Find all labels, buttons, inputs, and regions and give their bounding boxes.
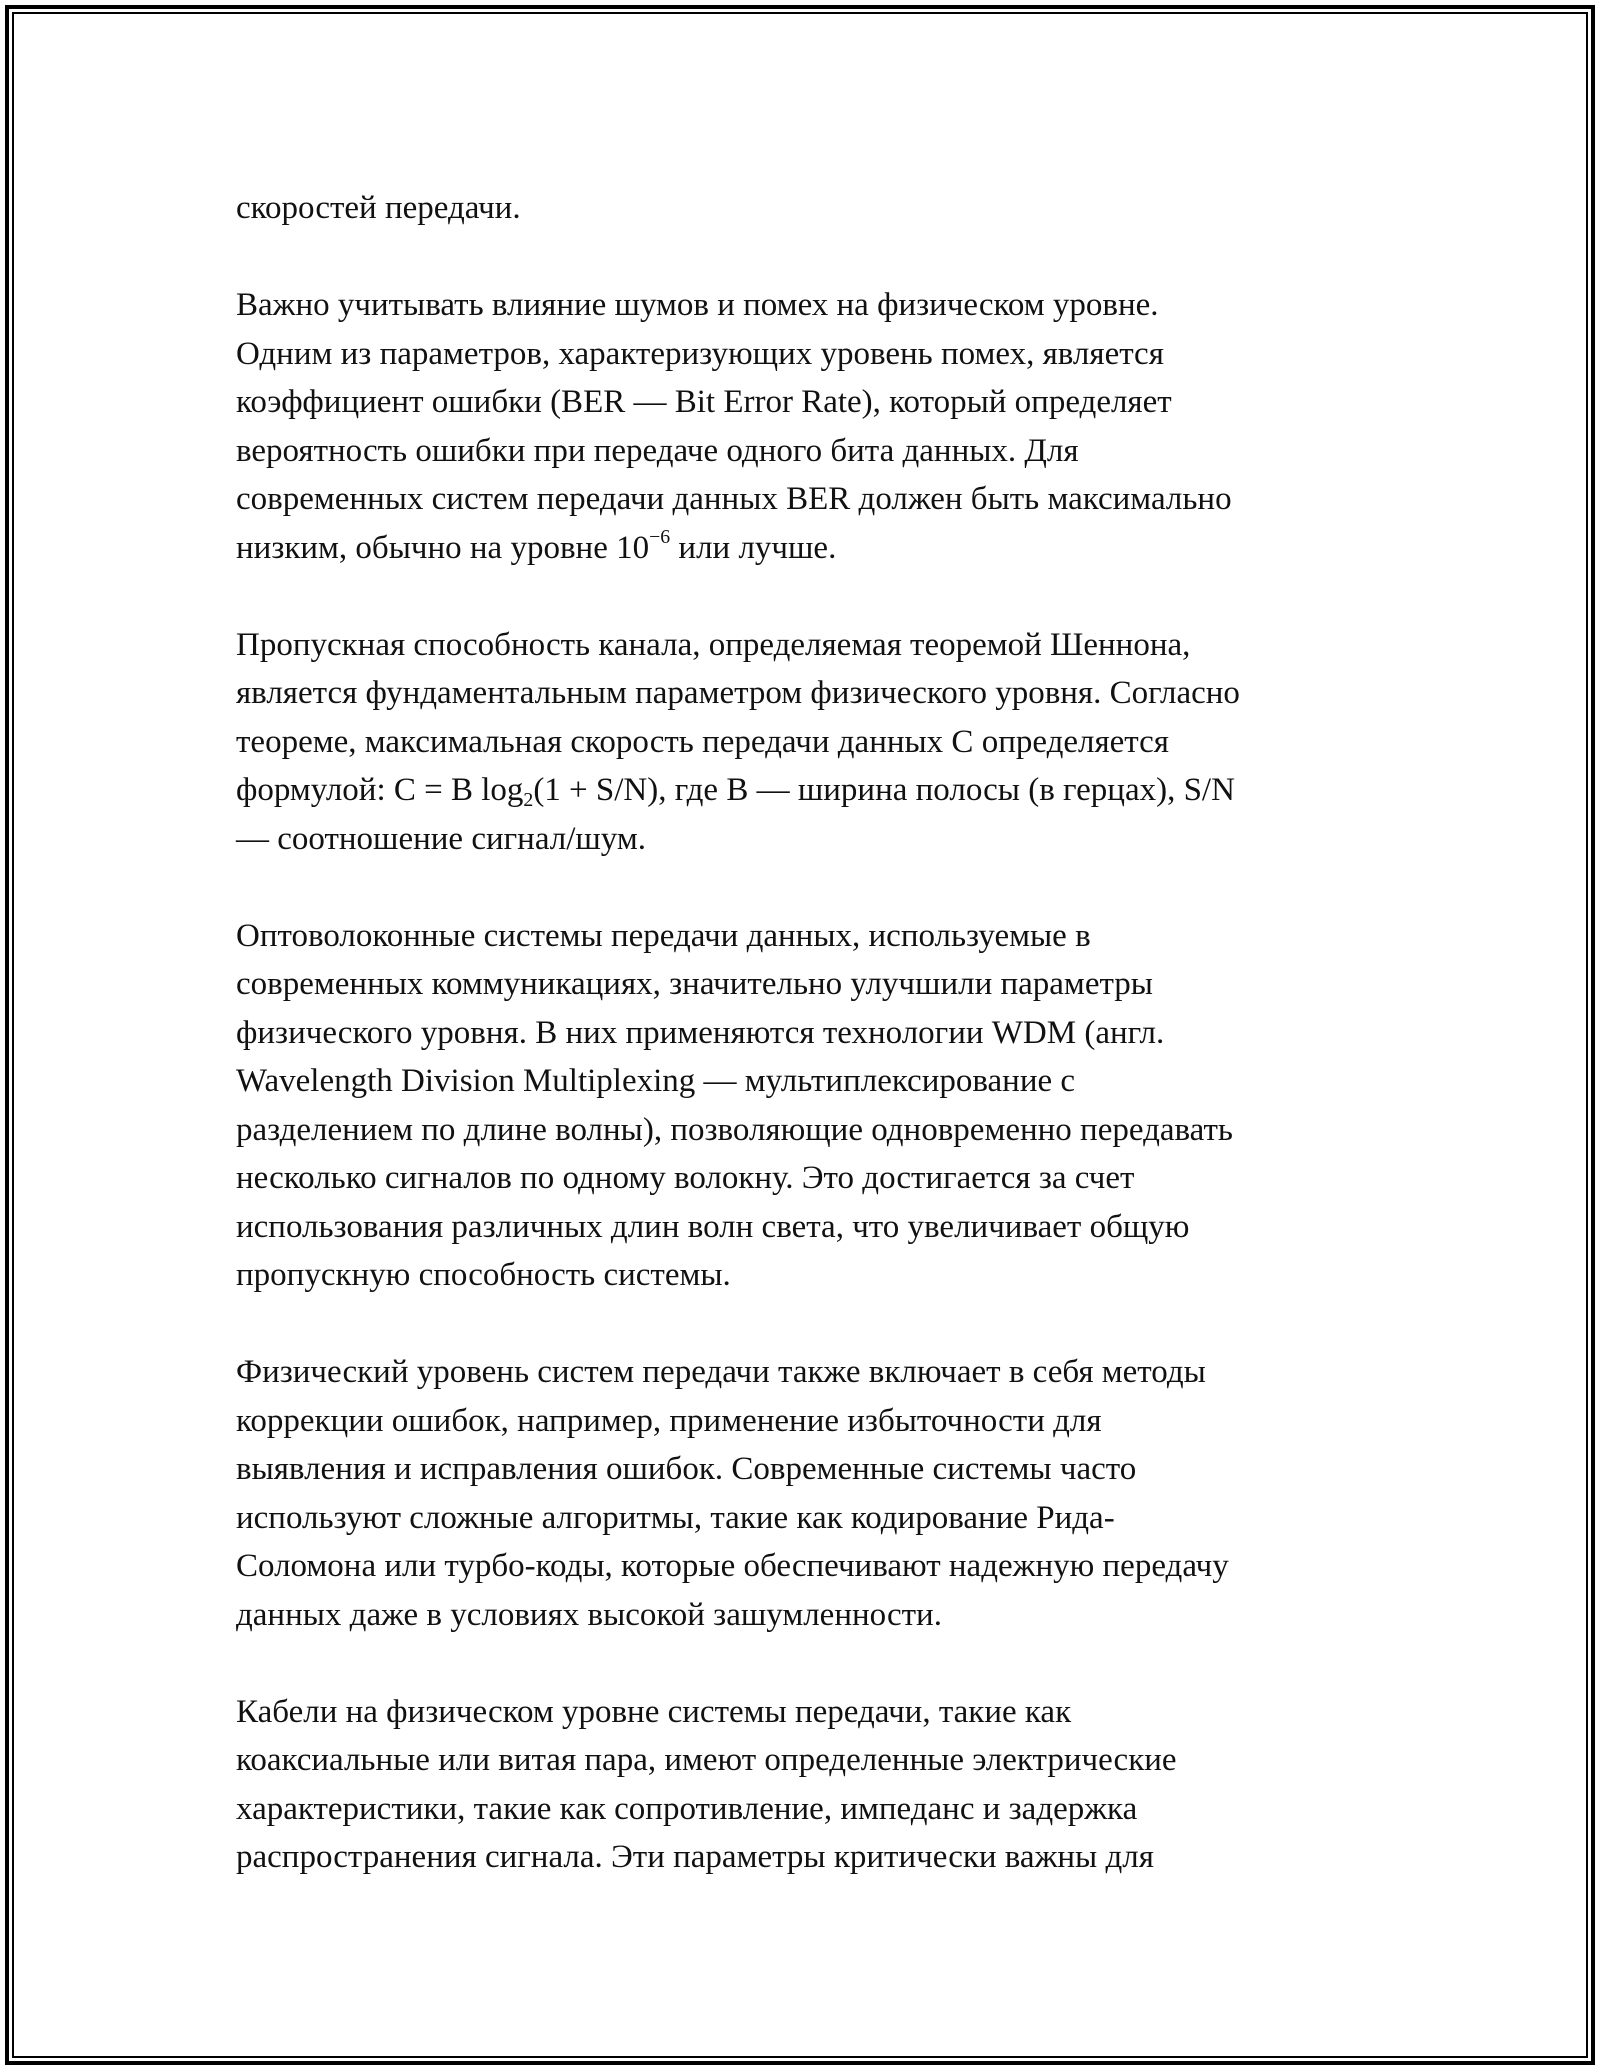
paragraph-2	[236, 281, 1366, 572]
paragraph-3-subscript: 2	[523, 788, 534, 811]
paragraph-3	[236, 621, 1366, 864]
paragraph-2-text-after: или лучше.	[670, 529, 837, 566]
paragraph-3-text-after: (1 + S/N), где B — ширина полосы (в герцах), S/N — соотношение сигнал/шум.	[236, 772, 1235, 857]
paragraph-6: Кабели на физическом уровне системы передачи, такие как коаксиальные или витая пара, имеют определенные электрические характеристики, такие как сопротивление, импеданс и задержка распространения сигнала. Эти параметры критически важны для	[236, 1693, 1177, 1875]
document-body	[236, 184, 1366, 1930]
paragraph-2-superscript: −6	[649, 525, 671, 548]
paragraph-5: Физический уровень систем передачи также включает в себя методы коррекции ошибок, например, применение избыточности для выявления и исправления ошибок. Современные системы часто используют сложные алгоритмы, такие как кодирование Рида- Соломона или турбо-коды, которые обеспечивают надежную передачу данных даже в условиях высокой зашумленности.	[236, 1354, 1229, 1633]
paragraph-2-text-before: Важно учитывать влияние шумов и помех на физическом уровне. Одним из параметров, характеризующих уровень помех, является коэффициент ошибки (BER — Bit Error Rate), который определяет вероятность ошибки при передаче одного бита данных. Для современных систем передачи данных BER должен быть максимально низким, обычно на уровне 10	[236, 287, 1232, 566]
paragraph-4: Оптоволоконные системы передачи данных, используемые в современных коммуникациях, значительно улучшили параметры физического уровня. В них применяются технологии WDM (англ. Wavelength Division Multiplexing — мультиплексирование с разделением по длине волны), позволяющие одновременно передавать несколько сигналов по одному волокну. Это достигается за счет использования различных длин волн света, что увеличивает общую пропускную способность системы.	[236, 917, 1233, 1293]
paragraph-1: скоростей передачи.	[236, 190, 521, 226]
paragraph-3-text-before: Пропускная способность канала, определяемая теоремой Шеннона, является фундаментальным параметром физического уровня. Согласно теореме, максимальная скорость передачи данных C определяется формулой: C = B log	[236, 626, 1240, 808]
